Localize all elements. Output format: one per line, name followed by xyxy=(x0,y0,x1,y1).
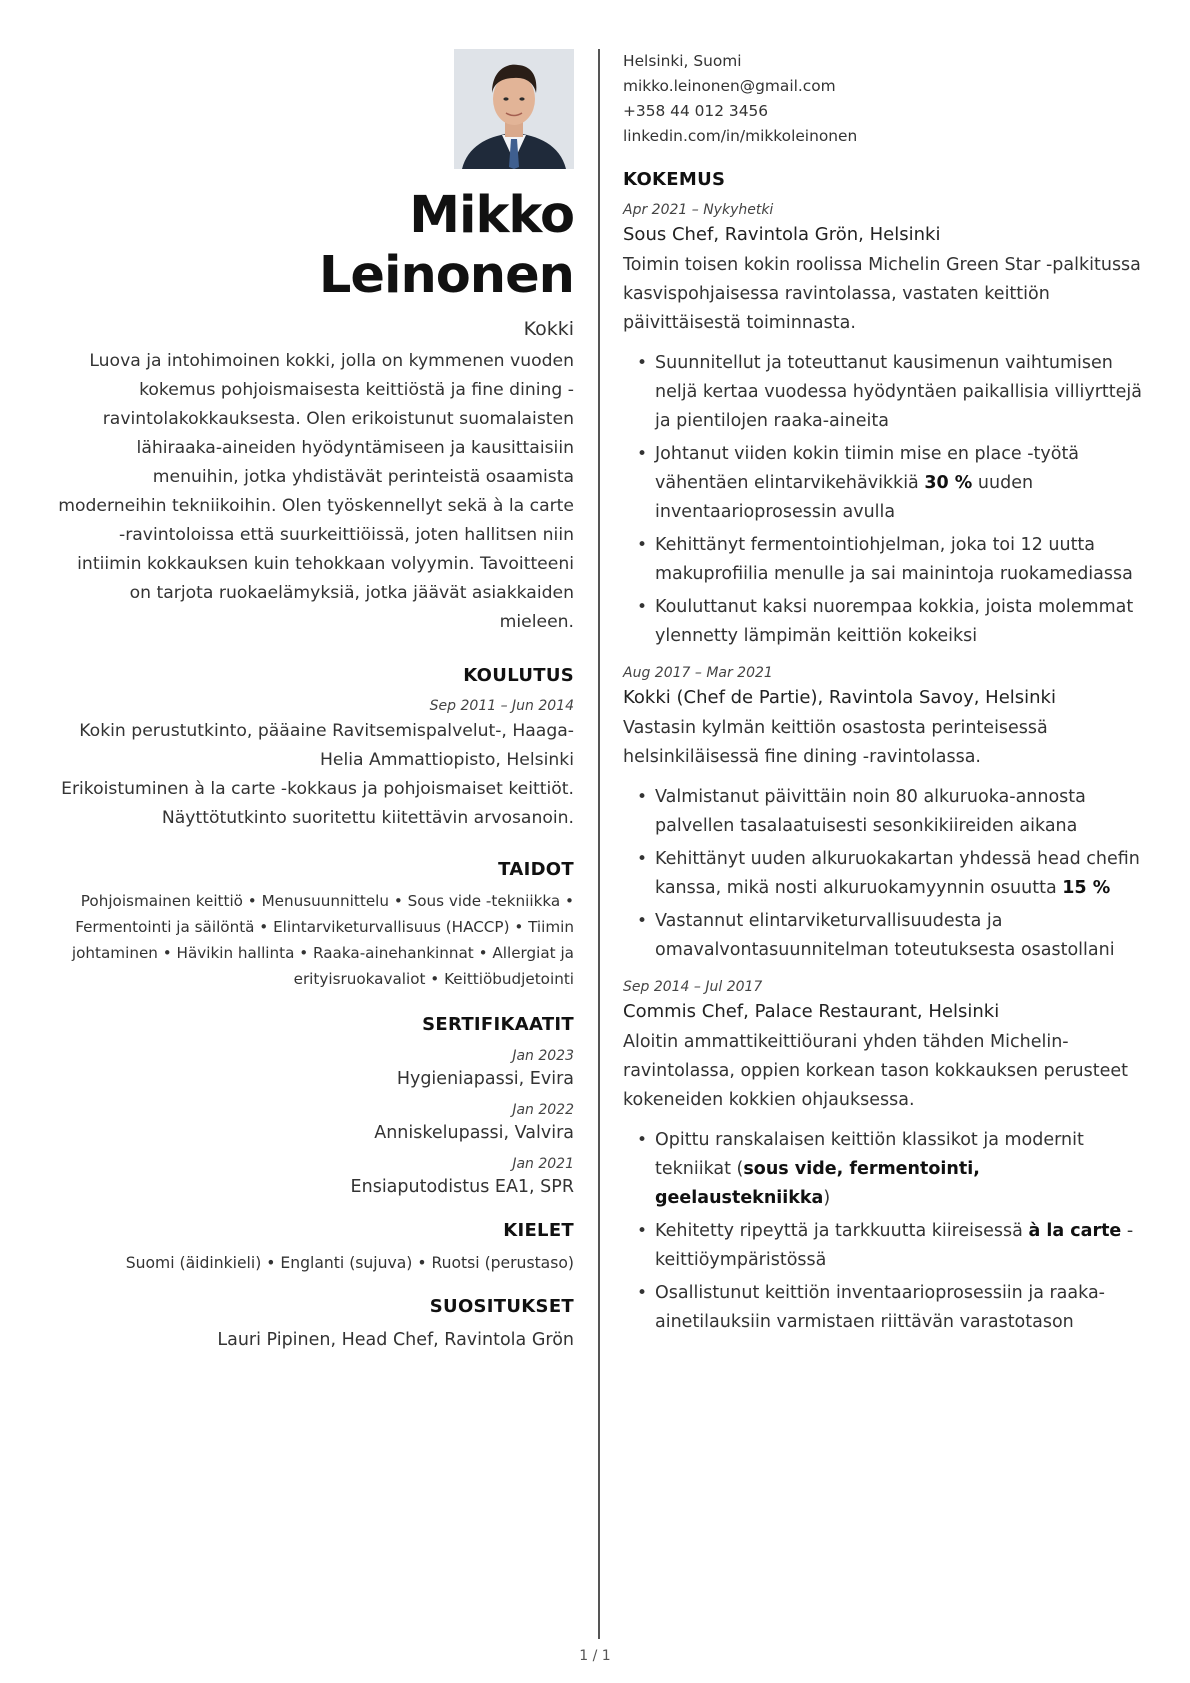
bullet-item: • Kouluttanut kaksi nuorempaa kokkia, joista molemmat ylennetty lämpimän keittiön kokeiksi xyxy=(637,597,1134,646)
experience-heading: KOKEMUS xyxy=(623,169,726,190)
education-description: Erikoistuminen à la carte -kokkaus ja pohjoismaiset keittiöt. Näyttötutkinto suoritettu kiitettävin arvosanoin. xyxy=(61,779,574,828)
name-last: Leinonen xyxy=(318,246,574,305)
bullet-item: • Kehittänyt fermentointiohjelman, joka toi 12 uutta makuprofiilia menulle ja sai mainintoja ruokamediassa xyxy=(637,535,1133,584)
left-column xyxy=(58,49,574,1350)
job-date: Aug 2017 – Mar 2021 xyxy=(623,665,773,681)
bullet-item: • Osallistunut keittiön inventaarioprosessiin ja raaka-ainetilauksiin varmistaen riittävän varastotason xyxy=(637,1283,1105,1332)
bullet-item: • Opittu ranskalaisen keittiön klassikot ja modernit tekniikat (sous vide, fermentointi, geelaustekniikka) xyxy=(637,1130,1084,1208)
reference-entry: Lauri Pipinen, Head Chef, Ravintola Grön xyxy=(217,1330,574,1350)
job-bullets xyxy=(623,349,1143,651)
job-description: Vastasin kylmän keittiön osastosta perinteisessä helsinkiläisessä fine dining -ravintolassa. xyxy=(623,718,1048,767)
job-bullets xyxy=(623,783,1143,965)
certificate-date: Jan 2023 xyxy=(512,1048,574,1064)
education-date: Sep 2011 – Jun 2014 xyxy=(429,698,574,714)
job-title: Kokki (Chef de Partie), Ravintola Savoy, Helsinki xyxy=(623,687,1056,708)
skills-list: Pohjoismainen keittiö • Menusuunnittelu • Sous vide -tekniikka • Fermentointi ja säilöntä • Elintarviketurvallisuus (HACCP) • Tiimin johtaminen • Hävikin hallinta • Raaka-ainehankinnat • Allergiat ja erityisruokavaliot • Keittiöbudjetointi xyxy=(71,892,574,988)
contact-linkedin[interactable]: linkedin.com/in/mikkoleinonen xyxy=(623,127,858,145)
job-entry xyxy=(623,665,1143,965)
profile-photo xyxy=(454,49,574,169)
job-description: Aloitin ammattikeittiöurani yhden tähden Michelin-ravintolassa, oppien korkean tason kokkauksen perusteet kokeneiden kokkien ohjauksessa. xyxy=(623,1032,1129,1110)
certificate-name: Hygieniapassi, Evira xyxy=(396,1069,574,1089)
job-bullets xyxy=(623,1126,1143,1337)
job-role: Kokki xyxy=(523,318,574,340)
contact-location: Helsinki, Suomi xyxy=(623,52,742,70)
certificates-heading: SERTIFIKAATIT xyxy=(422,1014,574,1035)
bullet-item: • Johtanut viiden kokin tiimin mise en place -työtä vähentäen elintarvikehävikkiä 30 % uuden inventaarioprosessin avulla xyxy=(637,444,1080,522)
contact-phone[interactable]: +358 44 012 3456 xyxy=(623,102,769,120)
name-first: Mikko xyxy=(409,186,574,245)
right-column xyxy=(623,49,1143,1341)
education-heading: KOULUTUS xyxy=(463,665,574,686)
education-degree: Kokin perustutkinto, pääaine Ravitsemispalvelut-, Haaga-Helia Ammattiopisto, Helsinki xyxy=(79,721,574,770)
bullet-item: • Suunnitellut ja toteuttanut kausimenun vaihtumisen neljä kertaa vuodessa hyödyntäen paikallisia villiyrttejä ja pientilojen raaka-aineita xyxy=(637,353,1143,431)
page-number: 1 / 1 xyxy=(579,1648,611,1664)
bullet-item: • Vastannut elintarviketurvallisuudesta ja omavalvontasuunnitelman toteutuksesta osastollani xyxy=(637,911,1115,960)
contact-block xyxy=(623,49,1143,149)
job-title: Sous Chef, Ravintola Grön, Helsinki xyxy=(623,224,941,245)
job-date: Apr 2021 – Nykyhetki xyxy=(623,202,774,218)
certificate-name: Ensiaputodistus EA1, SPR xyxy=(350,1177,574,1197)
job-entry xyxy=(623,202,1143,651)
references-heading: SUOSITUKSET xyxy=(429,1296,574,1317)
bullet-item: • Kehittänyt uuden alkuruokakartan yhdessä head chefin kanssa, mikä nosti alkuruokamyynnin osuutta 15 % xyxy=(637,849,1140,898)
job-entry xyxy=(623,979,1143,1337)
bullet-item: • Valmistanut päivittäin noin 80 alkuruoka-annosta palvellen tasalaatuisesti sesonkikiireiden aikana xyxy=(637,787,1086,836)
column-divider xyxy=(598,49,600,1639)
profile-summary: Luova ja intohimoinen kokki, jolla on kymmenen vuoden kokemus pohjoismaisesta keittiöstä ja fine dining -ravintolakokkauksesta. Olen erikoistunut suomalaisten lähiraaka-aineiden hyödyntämiseen ja kausittaisiin menuihin, jotka yhdistävät perinteistä osaamista moderneihin tekniikoihin. Olen työskennellyt sekä à la carte -ravintoloissa että suurkeittiöissä, joten hallitsen niin intiimin kokkauksen kuin tehokkaan volyymin. Tavoitteeni on tarjota ruokaelämyksiä, jotka jäävät asiakkaiden mieleen. xyxy=(58,351,574,632)
certificate-item xyxy=(58,1102,574,1143)
certificate-name: Anniskelupassi, Valvira xyxy=(374,1123,574,1143)
skills-heading: TAIDOT xyxy=(498,859,574,880)
certificate-date: Jan 2021 xyxy=(512,1156,574,1172)
job-description: Toimin toisen kokin roolissa Michelin Green Star -palkitussa kasvispohjaisessa ravintolassa, vastaten keittiön päivittäisestä toiminnasta. xyxy=(623,255,1141,333)
certificate-item xyxy=(58,1156,574,1197)
certificate-item xyxy=(58,1048,574,1089)
bullet-item: • Kehitetty ripeyttä ja tarkkuutta kiireisessä à la carte -keittiöympäristössä xyxy=(637,1221,1134,1270)
languages-list: Suomi (äidinkieli) • Englanti (sujuva) • Ruotsi (perustaso) xyxy=(125,1254,574,1272)
contact-email[interactable]: mikko.leinonen@gmail.com xyxy=(623,77,836,95)
job-title: Commis Chef, Palace Restaurant, Helsinki xyxy=(623,1001,1000,1022)
languages-heading: KIELET xyxy=(503,1220,574,1241)
full-name xyxy=(58,186,574,306)
certificate-date: Jan 2022 xyxy=(512,1102,574,1118)
job-date: Sep 2014 – Jul 2017 xyxy=(623,979,763,995)
